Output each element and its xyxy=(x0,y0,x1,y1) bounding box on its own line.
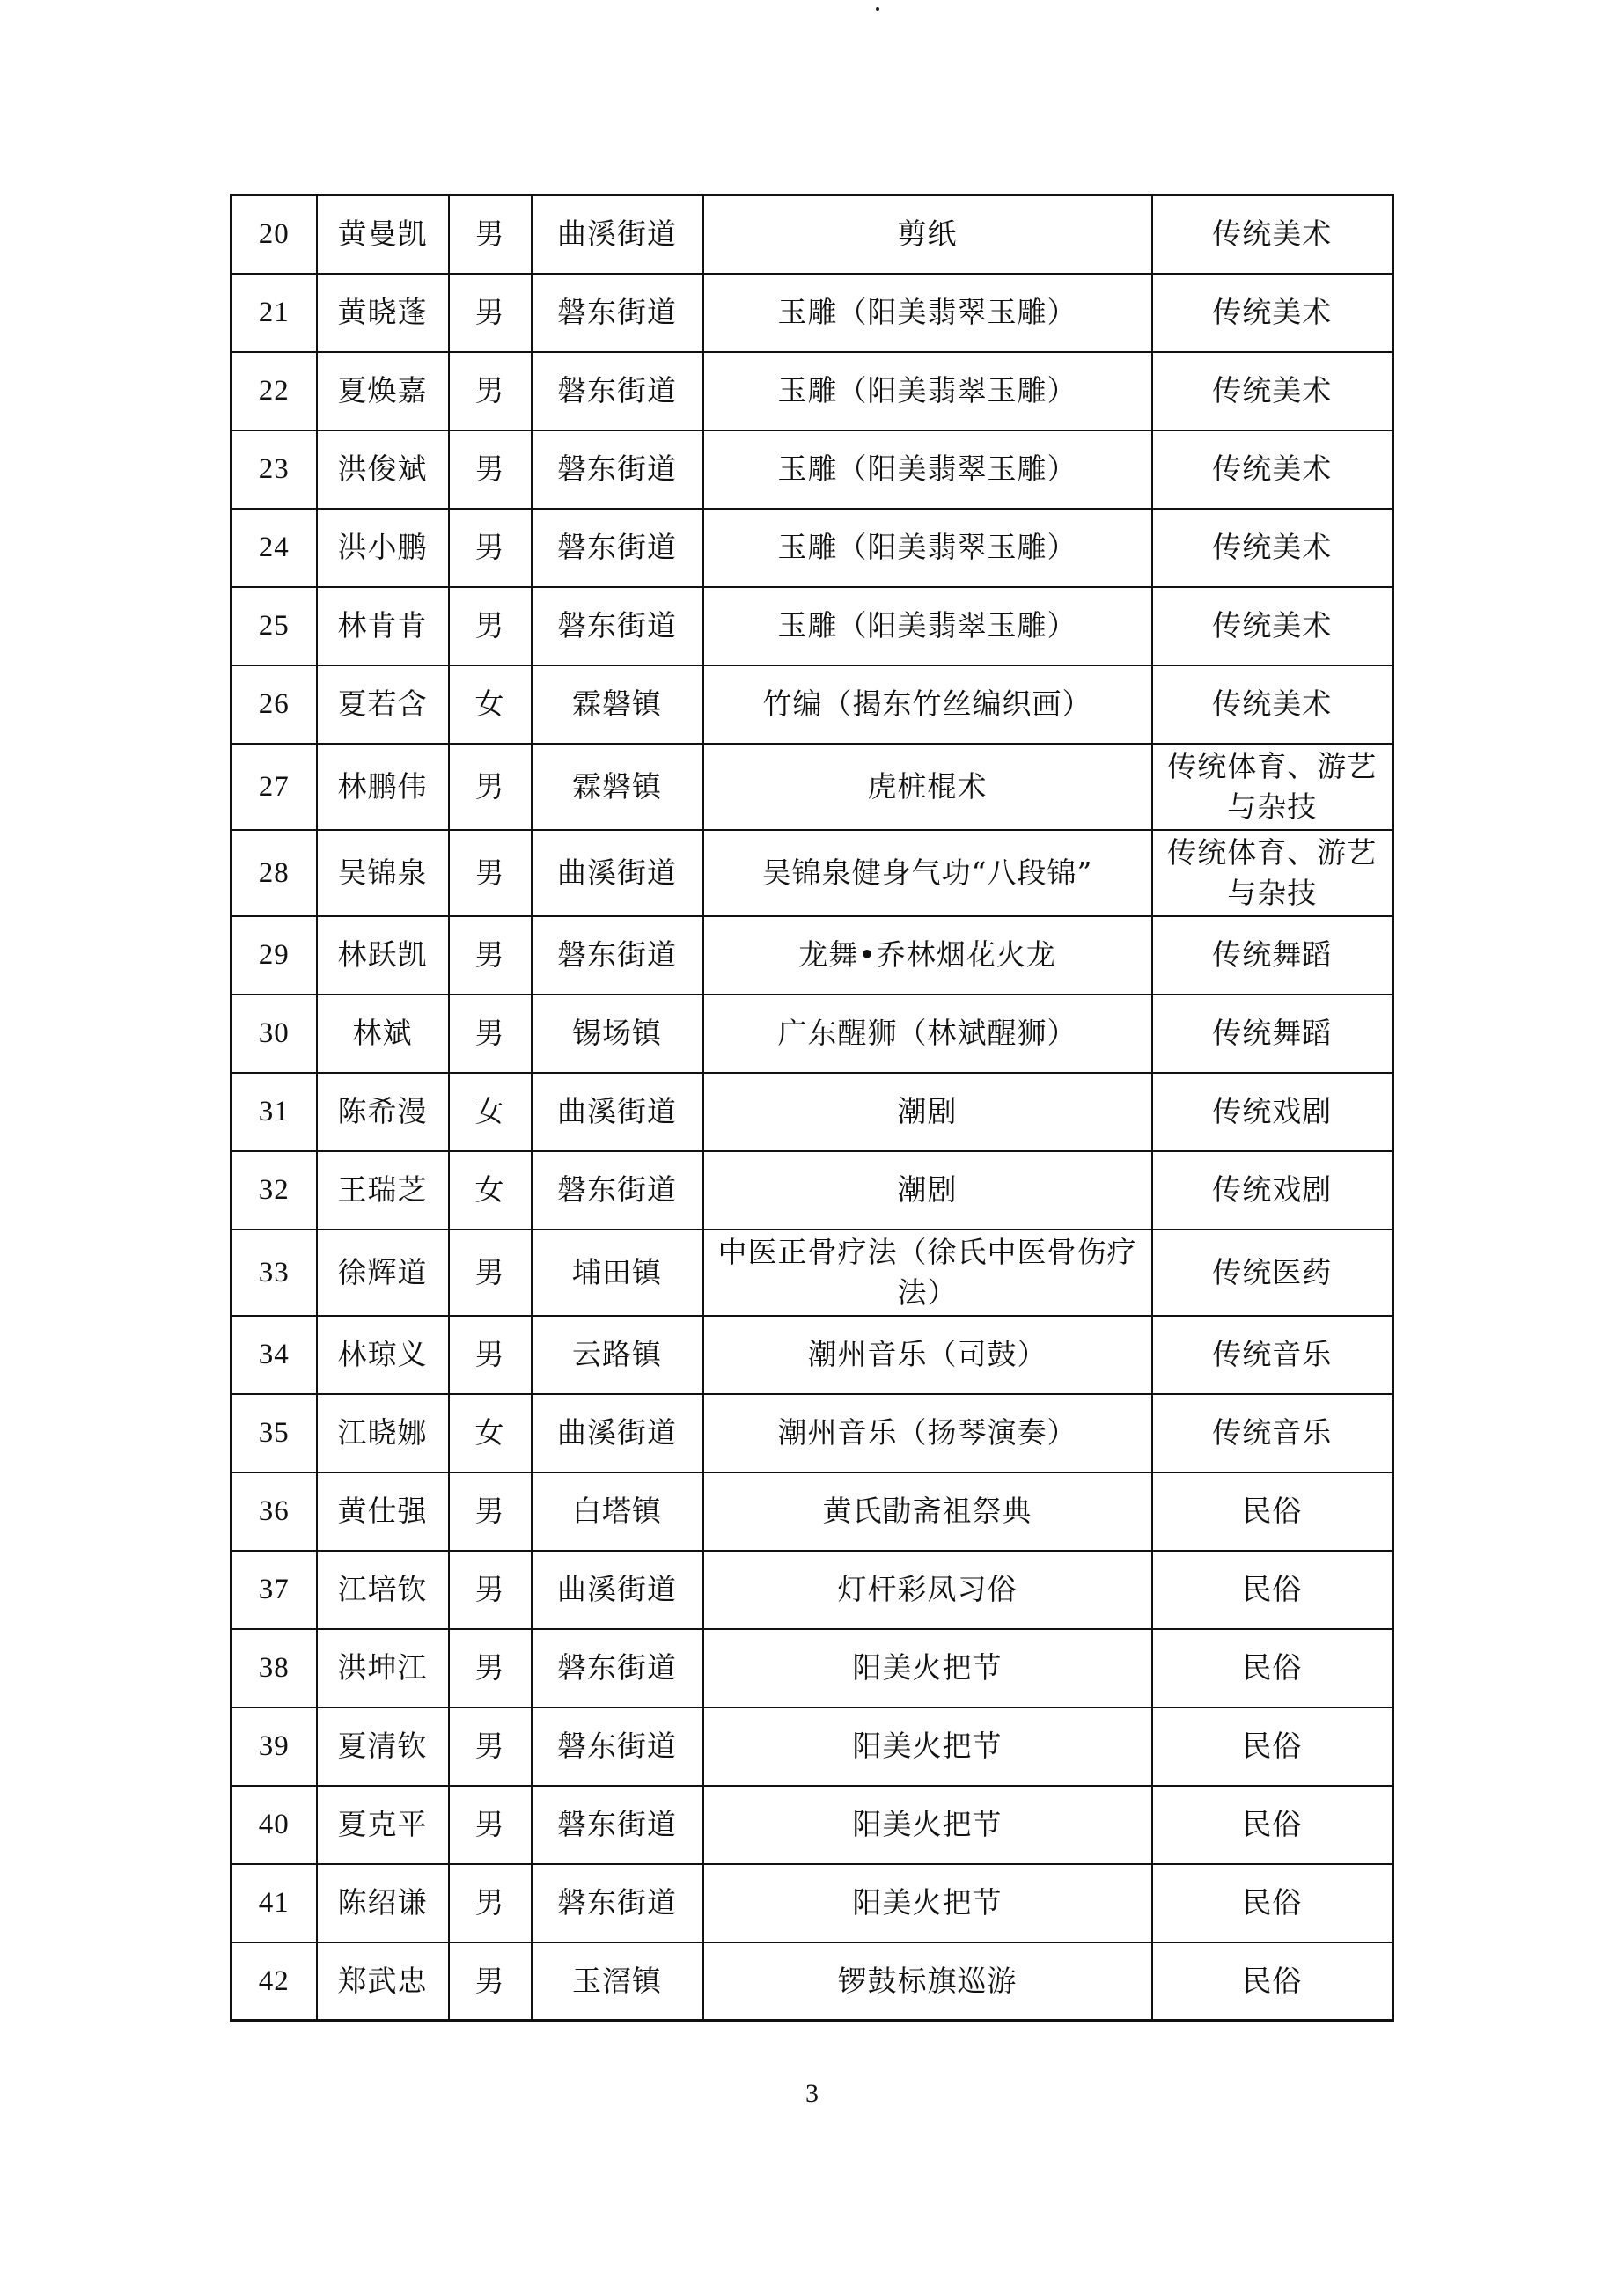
area-cell: 曲溪街道 xyxy=(532,1394,703,1472)
name-cell: 林斌 xyxy=(317,995,449,1073)
area-cell: 磐东街道 xyxy=(532,509,703,587)
area-cell: 曲溪街道 xyxy=(532,830,703,916)
gender-cell: 男 xyxy=(449,274,532,352)
project-cell: 剪纸 xyxy=(703,195,1152,274)
row-number-cell: 33 xyxy=(231,1230,317,1316)
gender-cell: 男 xyxy=(449,195,532,274)
project-cell: 潮州音乐（司鼓） xyxy=(703,1316,1152,1394)
project-cell: 黄氏勖斋祖祭典 xyxy=(703,1472,1152,1551)
name-cell: 陈希漫 xyxy=(317,1073,449,1151)
area-cell: 磐东街道 xyxy=(532,1707,703,1786)
row-number-cell: 39 xyxy=(231,1707,317,1786)
area-cell: 磐东街道 xyxy=(532,916,703,995)
gender-cell: 男 xyxy=(449,587,532,665)
name-cell: 黄晓蓬 xyxy=(317,274,449,352)
table-row xyxy=(231,1707,1393,1786)
table-row xyxy=(231,1316,1393,1394)
area-cell: 白塔镇 xyxy=(532,1472,703,1551)
name-cell: 林肯肯 xyxy=(317,587,449,665)
area-cell: 埔田镇 xyxy=(532,1230,703,1316)
row-number-cell: 36 xyxy=(231,1472,317,1551)
gender-cell: 男 xyxy=(449,509,532,587)
table-row xyxy=(231,1629,1393,1707)
name-cell: 洪俊斌 xyxy=(317,430,449,509)
name-cell: 林跃凯 xyxy=(317,916,449,995)
gender-cell: 男 xyxy=(449,430,532,509)
project-cell: 潮州音乐（扬琴演奏） xyxy=(703,1394,1152,1472)
project-cell: 潮剧 xyxy=(703,1151,1152,1230)
area-cell: 霖磐镇 xyxy=(532,665,703,744)
row-number-cell: 22 xyxy=(231,352,317,430)
category-cell: 传统医药 xyxy=(1152,1230,1393,1316)
project-cell: 阳美火把节 xyxy=(703,1864,1152,1942)
project-cell: 广东醒狮（林斌醒狮） xyxy=(703,995,1152,1073)
gender-cell: 女 xyxy=(449,1394,532,1472)
row-number-cell: 34 xyxy=(231,1316,317,1394)
table-row xyxy=(231,1864,1393,1942)
name-cell: 吴锦泉 xyxy=(317,830,449,916)
project-cell: 中医正骨疗法（徐氏中医骨伤疗法） xyxy=(703,1230,1152,1316)
area-cell: 磐东街道 xyxy=(532,587,703,665)
category-cell: 传统美术 xyxy=(1152,587,1393,665)
category-cell: 传统舞蹈 xyxy=(1152,916,1393,995)
project-cell: 阳美火把节 xyxy=(703,1786,1152,1864)
project-cell: 阳美火把节 xyxy=(703,1707,1152,1786)
area-cell: 磐东街道 xyxy=(532,430,703,509)
table-row xyxy=(231,509,1393,587)
table-row xyxy=(231,195,1393,274)
category-cell: 传统体育、游艺与杂技 xyxy=(1152,744,1393,830)
gender-cell: 男 xyxy=(449,916,532,995)
table-row xyxy=(231,352,1393,430)
name-cell: 洪小鹏 xyxy=(317,509,449,587)
row-number-cell: 20 xyxy=(231,195,317,274)
category-cell: 传统戏剧 xyxy=(1152,1151,1393,1230)
table-row xyxy=(231,1230,1393,1316)
row-number-cell: 41 xyxy=(231,1864,317,1942)
table-row xyxy=(231,916,1393,995)
project-cell: 玉雕（阳美翡翠玉雕） xyxy=(703,352,1152,430)
category-cell: 传统美术 xyxy=(1152,274,1393,352)
project-cell: 锣鼓标旗巡游 xyxy=(703,1942,1152,2021)
table-row xyxy=(231,1151,1393,1230)
name-cell: 林琼义 xyxy=(317,1316,449,1394)
gender-cell: 男 xyxy=(449,1472,532,1551)
table-row xyxy=(231,430,1393,509)
gender-cell: 女 xyxy=(449,665,532,744)
name-cell: 林鹏伟 xyxy=(317,744,449,830)
project-cell: 玉雕（阳美翡翠玉雕） xyxy=(703,430,1152,509)
gender-cell: 男 xyxy=(449,1942,532,2021)
gender-cell: 男 xyxy=(449,1551,532,1629)
area-cell: 磐东街道 xyxy=(532,1151,703,1230)
area-cell: 曲溪街道 xyxy=(532,1073,703,1151)
gender-cell: 男 xyxy=(449,1786,532,1864)
project-cell: 潮剧 xyxy=(703,1073,1152,1151)
row-number-cell: 24 xyxy=(231,509,317,587)
row-number-cell: 40 xyxy=(231,1786,317,1864)
row-number-cell: 25 xyxy=(231,587,317,665)
project-cell: 虎桩棍术 xyxy=(703,744,1152,830)
category-cell: 民俗 xyxy=(1152,1707,1393,1786)
category-cell: 传统美术 xyxy=(1152,430,1393,509)
name-cell: 郑武忠 xyxy=(317,1942,449,2021)
category-cell: 传统美术 xyxy=(1152,509,1393,587)
gender-cell: 女 xyxy=(449,1073,532,1151)
category-cell: 传统美术 xyxy=(1152,195,1393,274)
name-cell: 王瑞芝 xyxy=(317,1151,449,1230)
table-row xyxy=(231,1472,1393,1551)
table-row xyxy=(231,1394,1393,1472)
table-row xyxy=(231,995,1393,1073)
row-number-cell: 23 xyxy=(231,430,317,509)
gender-cell: 男 xyxy=(449,995,532,1073)
name-cell: 夏焕嘉 xyxy=(317,352,449,430)
table-row xyxy=(231,830,1393,916)
row-number-cell: 21 xyxy=(231,274,317,352)
gender-cell: 男 xyxy=(449,1230,532,1316)
category-cell: 民俗 xyxy=(1152,1551,1393,1629)
gender-cell: 女 xyxy=(449,1151,532,1230)
row-number-cell: 37 xyxy=(231,1551,317,1629)
name-cell: 洪坤江 xyxy=(317,1629,449,1707)
name-cell: 夏克平 xyxy=(317,1786,449,1864)
category-cell: 传统美术 xyxy=(1152,665,1393,744)
name-cell: 陈绍谦 xyxy=(317,1864,449,1942)
inheritor-table-body xyxy=(231,195,1393,2021)
project-cell: 玉雕（阳美翡翠玉雕） xyxy=(703,587,1152,665)
project-cell: 龙舞•乔林烟花火龙 xyxy=(703,916,1152,995)
category-cell: 传统戏剧 xyxy=(1152,1073,1393,1151)
area-cell: 磐东街道 xyxy=(532,1864,703,1942)
row-number-cell: 42 xyxy=(231,1942,317,2021)
area-cell: 磐东街道 xyxy=(532,274,703,352)
category-cell: 传统体育、游艺与杂技 xyxy=(1152,830,1393,916)
category-cell: 传统音乐 xyxy=(1152,1394,1393,1472)
gender-cell: 男 xyxy=(449,830,532,916)
row-number-cell: 26 xyxy=(231,665,317,744)
name-cell: 徐辉道 xyxy=(317,1230,449,1316)
row-number-cell: 27 xyxy=(231,744,317,830)
table-row xyxy=(231,1073,1393,1151)
project-cell: 玉雕（阳美翡翠玉雕） xyxy=(703,274,1152,352)
table-row xyxy=(231,274,1393,352)
inheritor-table xyxy=(230,194,1394,2022)
area-cell: 霖磐镇 xyxy=(532,744,703,830)
scan-speck xyxy=(876,7,879,11)
project-cell: 玉雕（阳美翡翠玉雕） xyxy=(703,509,1152,587)
category-cell: 民俗 xyxy=(1152,1472,1393,1551)
row-number-cell: 28 xyxy=(231,830,317,916)
area-cell: 锡场镇 xyxy=(532,995,703,1073)
name-cell: 夏若含 xyxy=(317,665,449,744)
area-cell: 磐东街道 xyxy=(532,1629,703,1707)
gender-cell: 男 xyxy=(449,352,532,430)
row-number-cell: 30 xyxy=(231,995,317,1073)
category-cell: 传统音乐 xyxy=(1152,1316,1393,1394)
area-cell: 曲溪街道 xyxy=(532,1551,703,1629)
name-cell: 夏清钦 xyxy=(317,1707,449,1786)
area-cell: 磐东街道 xyxy=(532,1786,703,1864)
project-cell: 阳美火把节 xyxy=(703,1629,1152,1707)
table-row xyxy=(231,587,1393,665)
category-cell: 民俗 xyxy=(1152,1629,1393,1707)
gender-cell: 男 xyxy=(449,744,532,830)
area-cell: 磐东街道 xyxy=(532,352,703,430)
gender-cell: 男 xyxy=(449,1316,532,1394)
name-cell: 黄曼凯 xyxy=(317,195,449,274)
row-number-cell: 31 xyxy=(231,1073,317,1151)
gender-cell: 男 xyxy=(449,1864,532,1942)
area-cell: 玉滘镇 xyxy=(532,1942,703,2021)
name-cell: 江培钦 xyxy=(317,1551,449,1629)
gender-cell: 男 xyxy=(449,1707,532,1786)
row-number-cell: 32 xyxy=(231,1151,317,1230)
category-cell: 传统美术 xyxy=(1152,352,1393,430)
gender-cell: 男 xyxy=(449,1629,532,1707)
row-number-cell: 35 xyxy=(231,1394,317,1472)
area-cell: 曲溪街道 xyxy=(532,195,703,274)
area-cell: 云路镇 xyxy=(532,1316,703,1394)
name-cell: 黄仕强 xyxy=(317,1472,449,1551)
table-row xyxy=(231,1942,1393,2021)
table-row xyxy=(231,744,1393,830)
project-cell: 吴锦泉健身气功“八段锦” xyxy=(703,830,1152,916)
table-row xyxy=(231,665,1393,744)
page-number: 3 xyxy=(805,2079,819,2108)
category-cell: 传统舞蹈 xyxy=(1152,995,1393,1073)
category-cell: 民俗 xyxy=(1152,1786,1393,1864)
table-row xyxy=(231,1786,1393,1864)
category-cell: 民俗 xyxy=(1152,1942,1393,2021)
project-cell: 竹编（揭东竹丝编织画） xyxy=(703,665,1152,744)
project-cell: 灯杆彩凤习俗 xyxy=(703,1551,1152,1629)
category-cell: 民俗 xyxy=(1152,1864,1393,1942)
row-number-cell: 29 xyxy=(231,916,317,995)
table-row xyxy=(231,1551,1393,1629)
name-cell: 江晓娜 xyxy=(317,1394,449,1472)
row-number-cell: 38 xyxy=(231,1629,317,1707)
